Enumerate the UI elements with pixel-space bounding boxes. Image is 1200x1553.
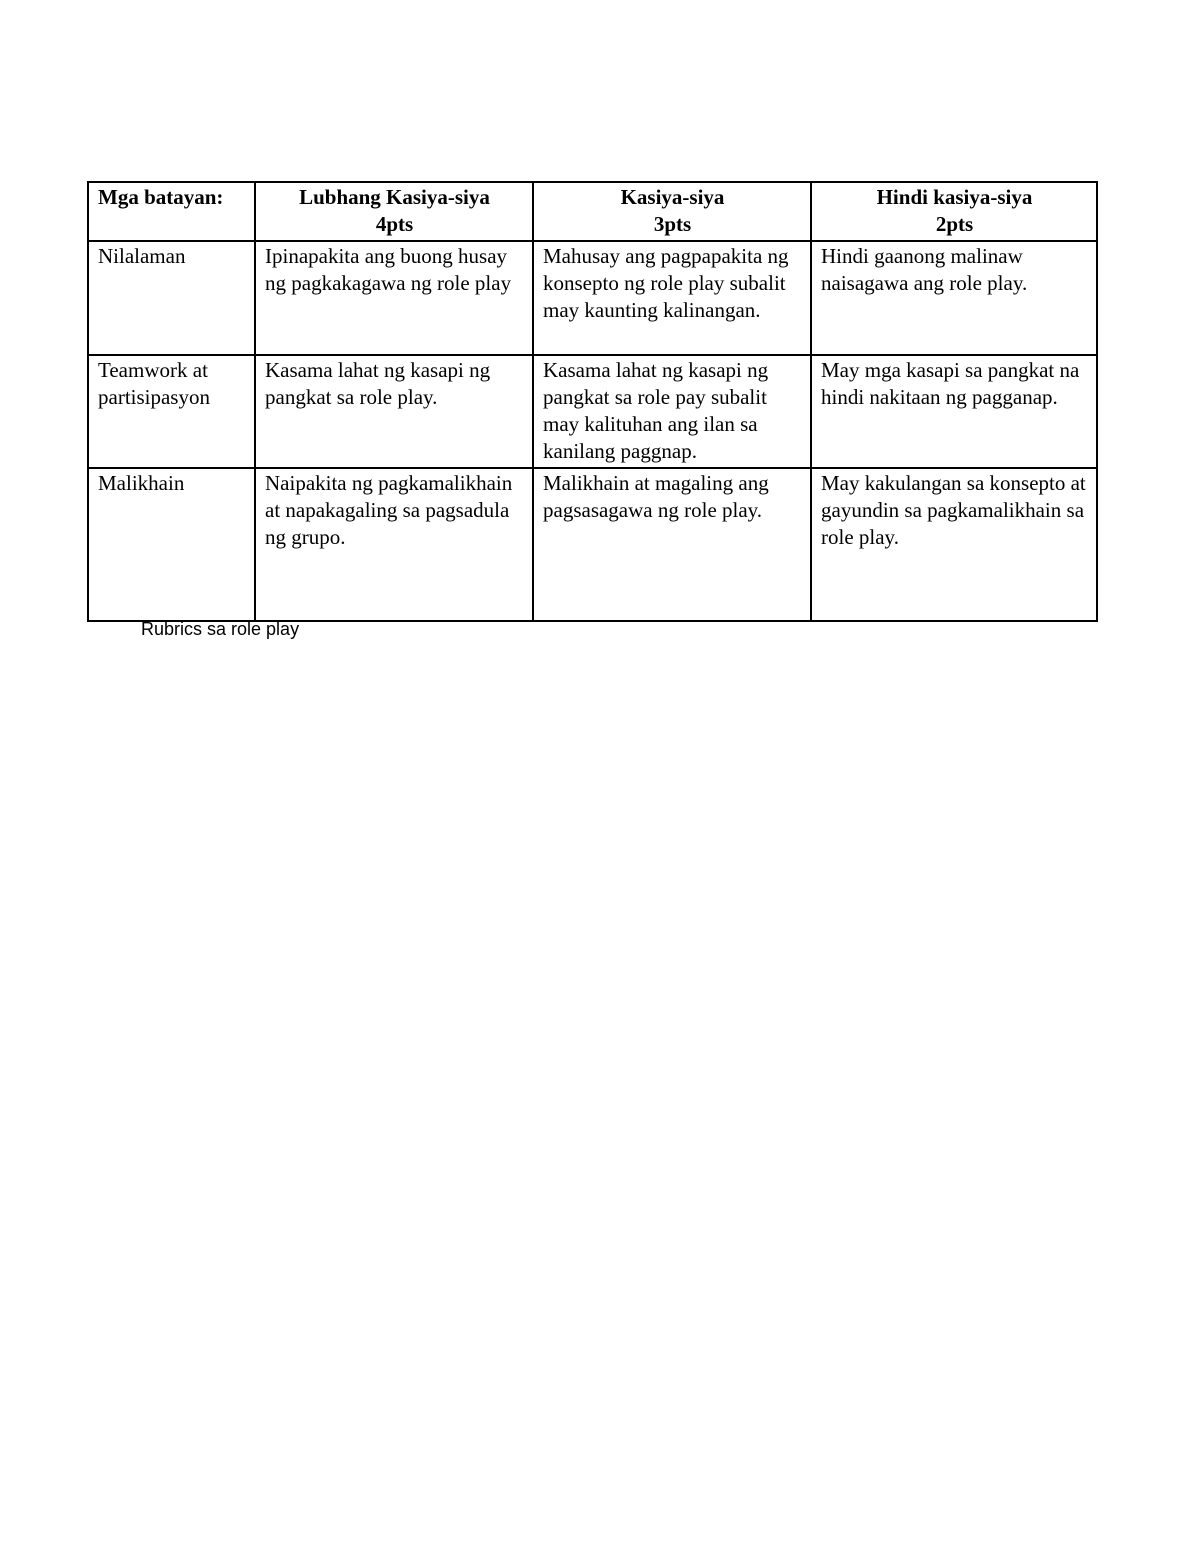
table-row [88, 355, 1097, 468]
header-satisfactory [533, 182, 811, 241]
rubric-cell: May kakulangan sa konsepto at gayundin sa pagkamalikhain sa role play. [811, 468, 1097, 621]
header-unsatisfactory [811, 182, 1097, 241]
header-points: 3pts [653, 212, 692, 236]
header-row [88, 182, 1097, 241]
rubric-table [87, 181, 1098, 622]
rubric-cell: May mga kasapi sa pangkat na hindi nakitaan ng pagganap. [811, 355, 1097, 468]
rubric-cell: Kasama lahat ng kasapi ng pangkat sa role pay subalit may kalituhan ang ilan sa kanilang paggnap. [533, 355, 811, 468]
header-criteria [88, 182, 255, 241]
header-title: Kasiya-siya [620, 185, 725, 209]
criterion-cell: Teamwork at partisipasyon [88, 355, 255, 468]
table-row [88, 241, 1097, 355]
header-excellent [255, 182, 533, 241]
rubric-cell: Ipinapakita ang buong husay ng pagkakagawa ng role play [255, 241, 533, 355]
criterion-cell: Nilalaman [88, 241, 255, 355]
header-points: 4pts [375, 212, 414, 236]
header-points: 2pts [935, 212, 974, 236]
rubric-cell: Hindi gaanong malinaw naisagawa ang role play. [811, 241, 1097, 355]
rubric-cell: Naipakita ng pagkamalikhain at napakagaling sa pagsadula ng grupo. [255, 468, 533, 621]
table-caption: Rubrics sa role play [141, 619, 300, 639]
table-row [88, 468, 1097, 621]
header-title: Mga batayan: [98, 185, 224, 209]
rubric-cell: Kasama lahat ng kasapi ng pangkat sa role play. [255, 355, 533, 468]
rubric-cell: Malikhain at magaling ang pagsasagawa ng role play. [533, 468, 811, 621]
header-title: Lubhang Kasiya-siya [299, 185, 490, 209]
header-title: Hindi kasiya-siya [876, 185, 1033, 209]
rubric-cell: Mahusay ang pagpapakita ng konsepto ng role play subalit may kaunting kalinangan. [533, 241, 811, 355]
criterion-cell: Malikhain [88, 468, 255, 621]
